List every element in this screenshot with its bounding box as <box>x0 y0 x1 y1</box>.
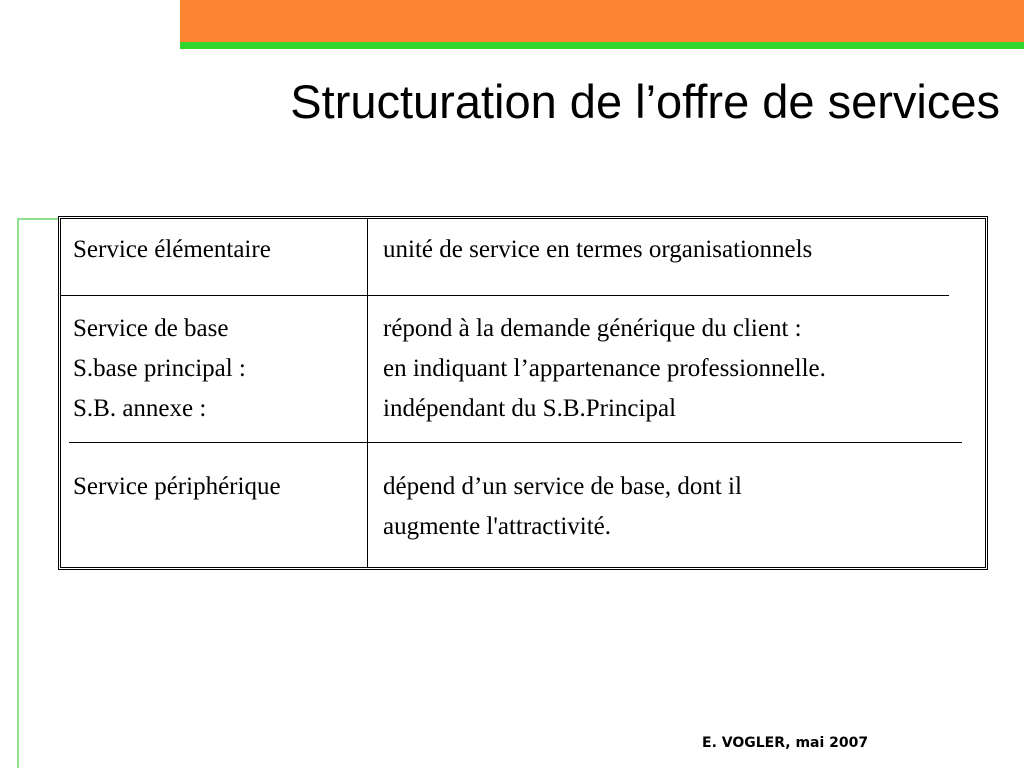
table-cell-text: répond à la demande générique du client : <box>383 315 802 342</box>
column-divider <box>367 219 368 567</box>
services-table <box>58 216 988 570</box>
left-frame-line <box>17 218 19 768</box>
top-accent-bar-green <box>180 42 1024 49</box>
table-row-3-definition <box>383 467 742 547</box>
top-accent-bar-orange <box>180 0 1024 42</box>
table-cell-text: unité de service en termes organisationnels <box>383 236 813 263</box>
table-cell-text: Service élémentaire <box>73 236 271 263</box>
table-cell-text: Service de base <box>73 315 229 342</box>
table-row-2-term <box>73 309 246 429</box>
table-cell-text: S.B. annexe : <box>73 395 207 422</box>
table-cell-text: en indiquant l’appartenance professionnelle. <box>383 355 826 382</box>
table-row-1-term <box>73 230 271 270</box>
table-row-2-definition <box>383 309 826 429</box>
table-cell-text: Service périphérique <box>73 473 281 500</box>
slide-title: Structuration de l’offre de services <box>290 75 1000 128</box>
table-row-1-definition <box>383 230 812 270</box>
row-divider-1 <box>61 295 949 296</box>
table-cell-text: augmente l'attractivité. <box>383 513 612 540</box>
footer-author-date: E. VOGLER, mai 2007 <box>702 735 869 751</box>
left-frame-line-top <box>17 218 59 220</box>
table-cell-text: indépendant du S.B.Principal <box>383 395 677 422</box>
row-divider-2 <box>69 442 962 443</box>
table-cell-text: S.base principal : <box>73 355 246 382</box>
table-row-3-term <box>73 467 281 507</box>
table-cell-text: dépend d’un service de base, dont il <box>383 473 742 500</box>
